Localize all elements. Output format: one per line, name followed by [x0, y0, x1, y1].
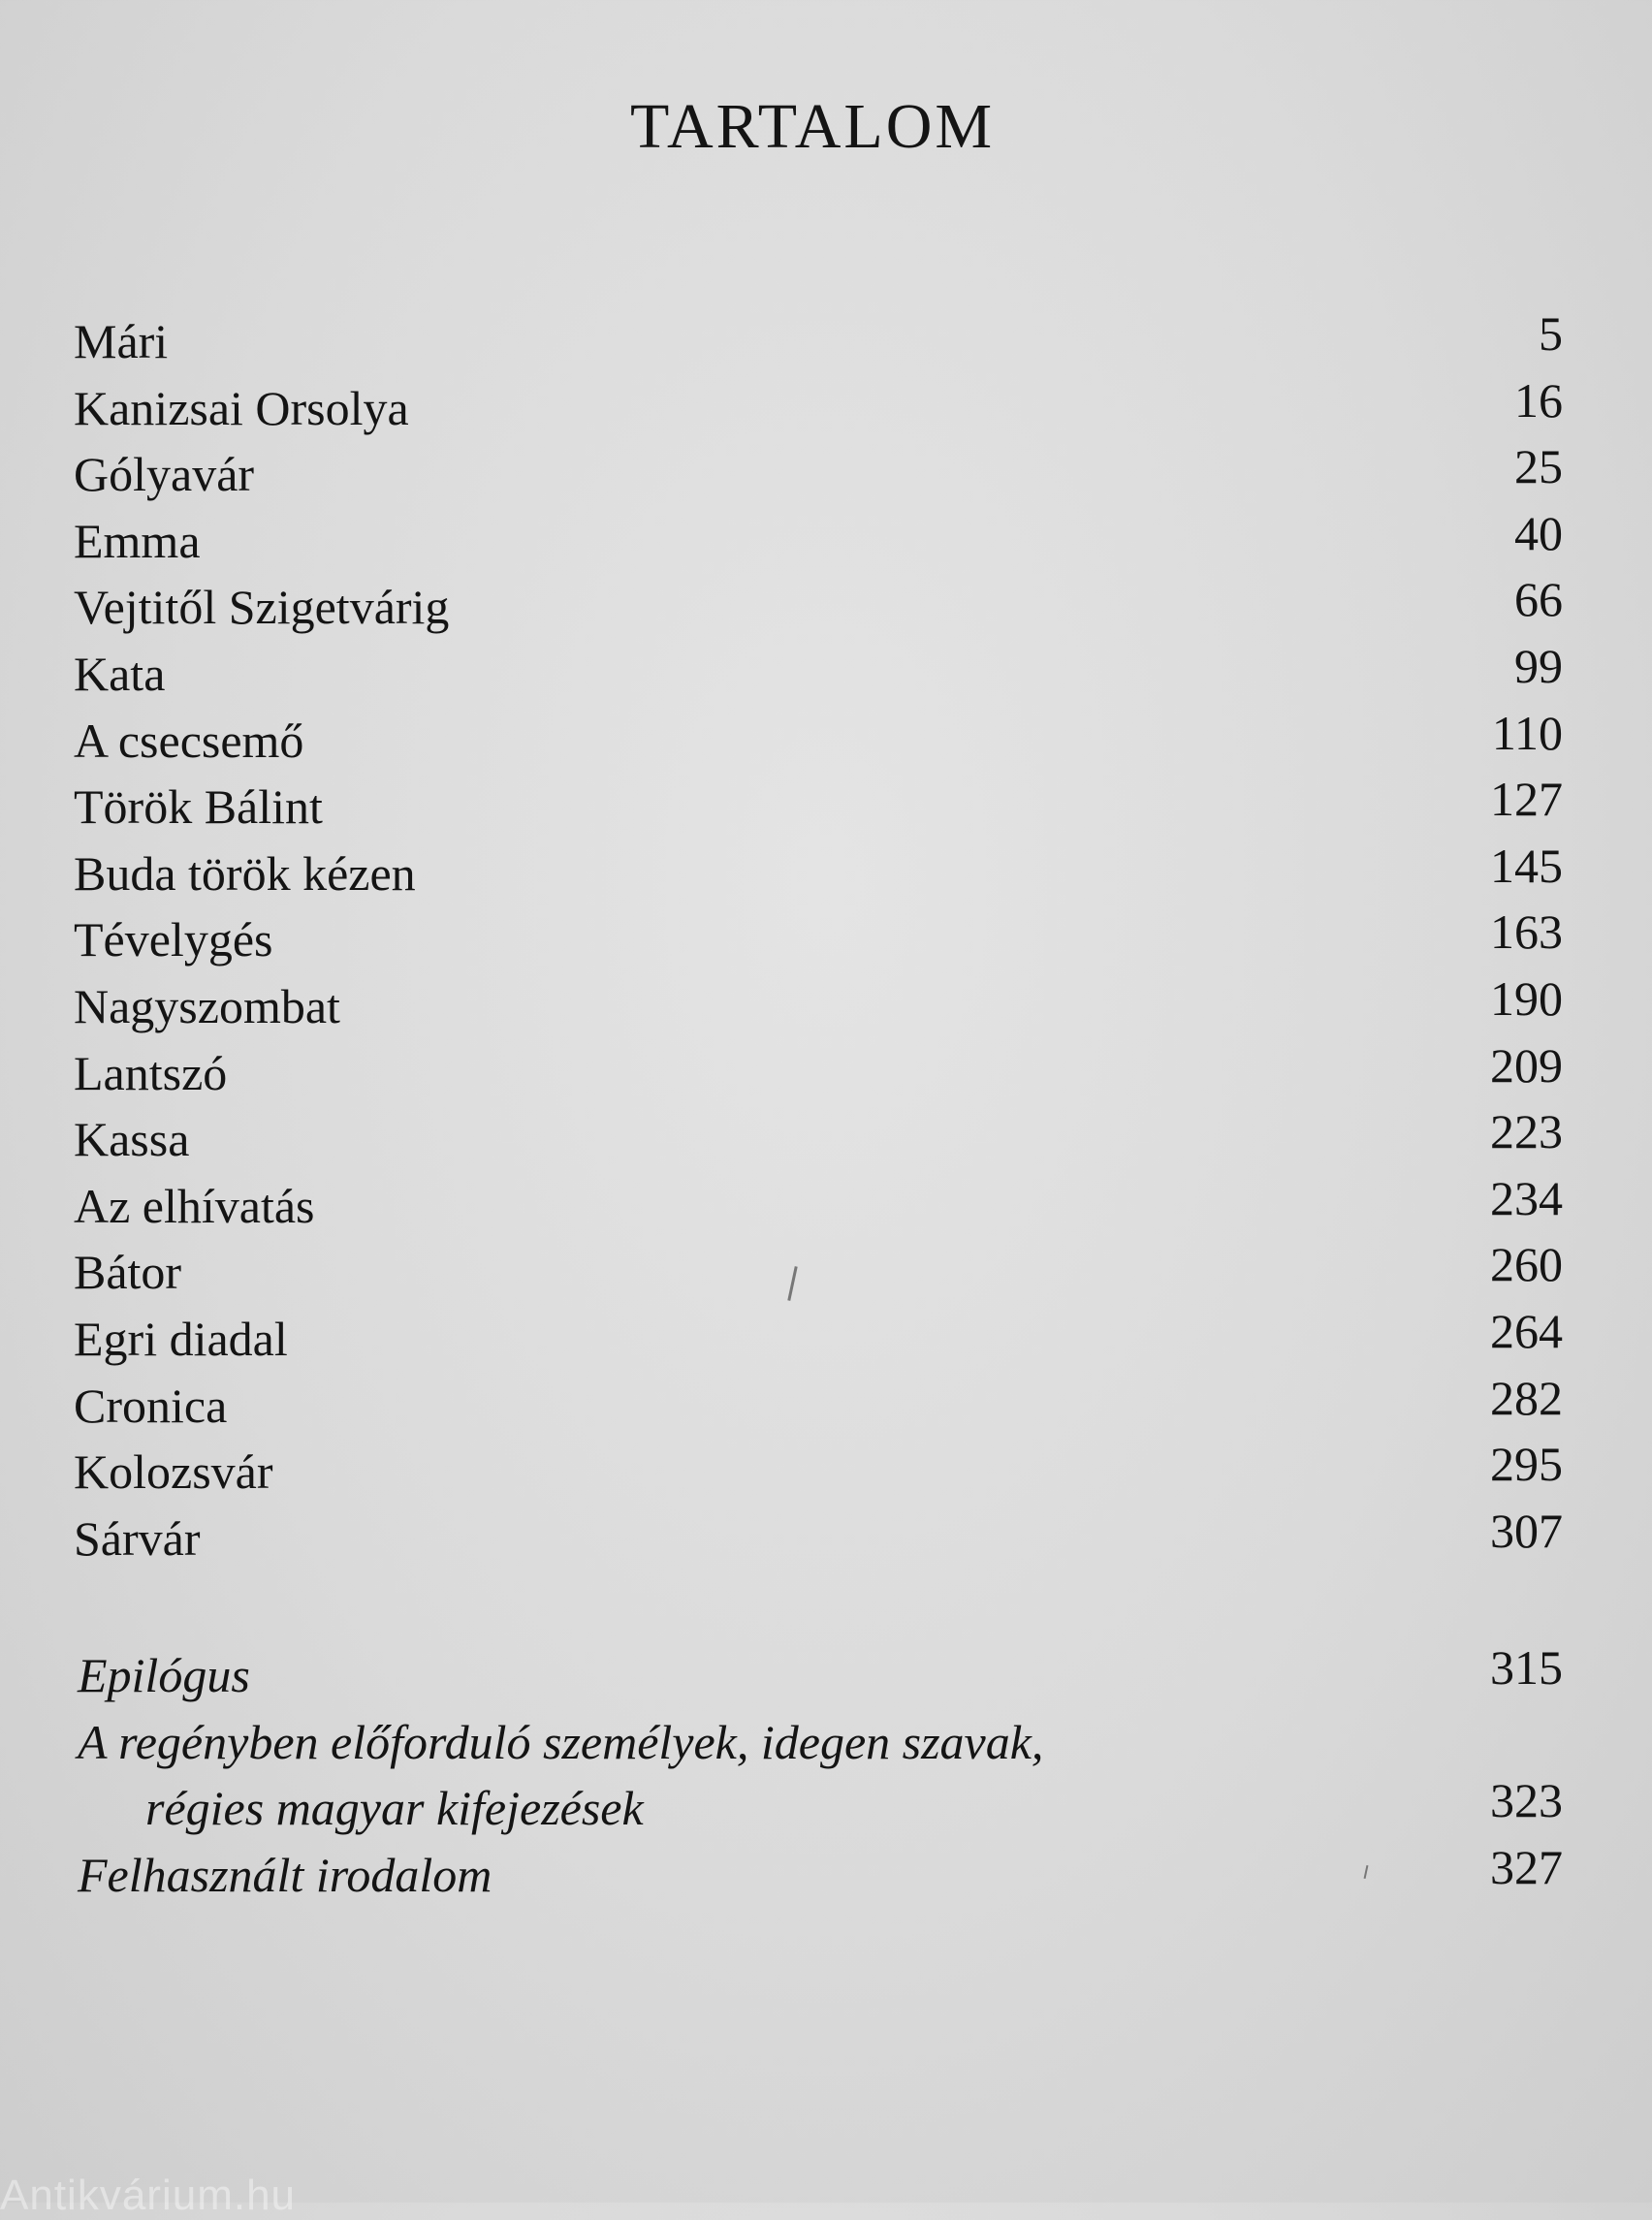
chapter-page-number: 190 — [1490, 970, 1563, 1026]
chapter-item — [74, 774, 1563, 840]
appendix-item-label: A regényben előforduló személyek, idegen szavak, — [78, 1714, 1044, 1769]
chapter-item — [74, 505, 1563, 575]
chapter-item — [74, 1303, 1563, 1373]
chapter-page-number: 145 — [1490, 838, 1563, 893]
chapter-page-number: 163 — [1490, 904, 1563, 960]
chapter-item — [74, 638, 1563, 708]
chapter-page-number: 99 — [1514, 638, 1563, 693]
chapter-title: Kata — [74, 646, 166, 701]
chapter-item — [74, 705, 1563, 775]
chapter-title: Kanizsai Orsolya — [74, 380, 409, 435]
chapter-item — [74, 372, 1563, 442]
chapter-page-number: 110 — [1491, 705, 1563, 760]
chapter-item — [74, 308, 1563, 375]
chapter-title: Vejtitől Szigetvárig — [74, 580, 450, 635]
page-title: TARTALOM — [629, 91, 996, 162]
chapter-page-number: 307 — [1490, 1503, 1563, 1558]
chapter-title: Buda török kézen — [74, 845, 416, 901]
appendix-item-page: 327 — [1490, 1839, 1563, 1894]
chapter-title: Kolozsvár — [74, 1444, 273, 1500]
chapter-page-number: 40 — [1514, 505, 1563, 560]
chapter-page-number: 16 — [1514, 372, 1563, 428]
chapter-page-number: 25 — [1514, 439, 1563, 494]
chapter-list — [74, 308, 1563, 1571]
chapter-item — [74, 1037, 1563, 1107]
chapter-title: Lantszó — [74, 1045, 228, 1100]
chapter-title: Bátor — [74, 1245, 182, 1300]
chapter-title: Sárvár — [74, 1510, 201, 1566]
chapter-page-number: 295 — [1490, 1437, 1563, 1492]
appendix-item-page: 323 — [1490, 1772, 1563, 1827]
chapter-page-number: 264 — [1490, 1303, 1563, 1358]
chapter-item — [74, 840, 1563, 907]
appendix-item-label-continued: régies magyar kifejezések — [145, 1781, 644, 1836]
chapter-item — [74, 1503, 1563, 1572]
chapter-title: Török Bálint — [74, 779, 323, 835]
chapter-title: Tévelygés — [74, 912, 273, 967]
chapter-page-number: 223 — [1490, 1104, 1563, 1159]
chapter-item — [74, 970, 1563, 1040]
chapter-page-number: 260 — [1490, 1237, 1563, 1292]
chapter-item — [74, 1170, 1563, 1240]
appendix-list — [78, 1642, 1563, 1908]
chapter-page-number: 282 — [1490, 1370, 1563, 1425]
appendix-item-label: Epilógus — [78, 1648, 250, 1702]
chapter-item — [74, 1370, 1563, 1440]
chapter-item — [74, 441, 1563, 508]
chapter-title: A csecsemő — [74, 713, 304, 768]
watermark: Antikvárium.hu — [0, 2172, 297, 2219]
chapter-title: Mári — [74, 314, 169, 368]
chapter-item — [74, 574, 1563, 641]
appendix-item-page: 315 — [1490, 1640, 1563, 1695]
chapter-page-number: 5 — [1539, 306, 1563, 361]
appendix-item-glossary — [78, 1709, 1563, 1842]
appendix-item-label: Felhasznált irodalom — [78, 1847, 492, 1902]
appendix-item-bibliography — [78, 1839, 1563, 1909]
chapter-title: Egri diadal — [74, 1311, 288, 1366]
chapter-page-number: 234 — [1490, 1170, 1563, 1225]
chapter-item — [74, 1239, 1563, 1306]
chapter-title: Az elhívatás — [74, 1178, 315, 1233]
chapter-title: Cronica — [74, 1378, 228, 1433]
chapter-title: Gólyavár — [74, 447, 255, 502]
chapter-title: Kassa — [74, 1112, 190, 1167]
chapter-page-number: 66 — [1514, 572, 1563, 627]
chapter-item — [74, 906, 1563, 973]
chapter-page-number: 127 — [1490, 772, 1563, 827]
chapter-page-number: 209 — [1490, 1037, 1563, 1093]
chapter-item — [74, 1106, 1563, 1173]
appendix-item-epilogue — [78, 1642, 1563, 1709]
chapter-item — [74, 1439, 1563, 1506]
chapter-title: Emma — [74, 513, 201, 568]
chapter-title: Nagyszombat — [74, 978, 340, 1033]
